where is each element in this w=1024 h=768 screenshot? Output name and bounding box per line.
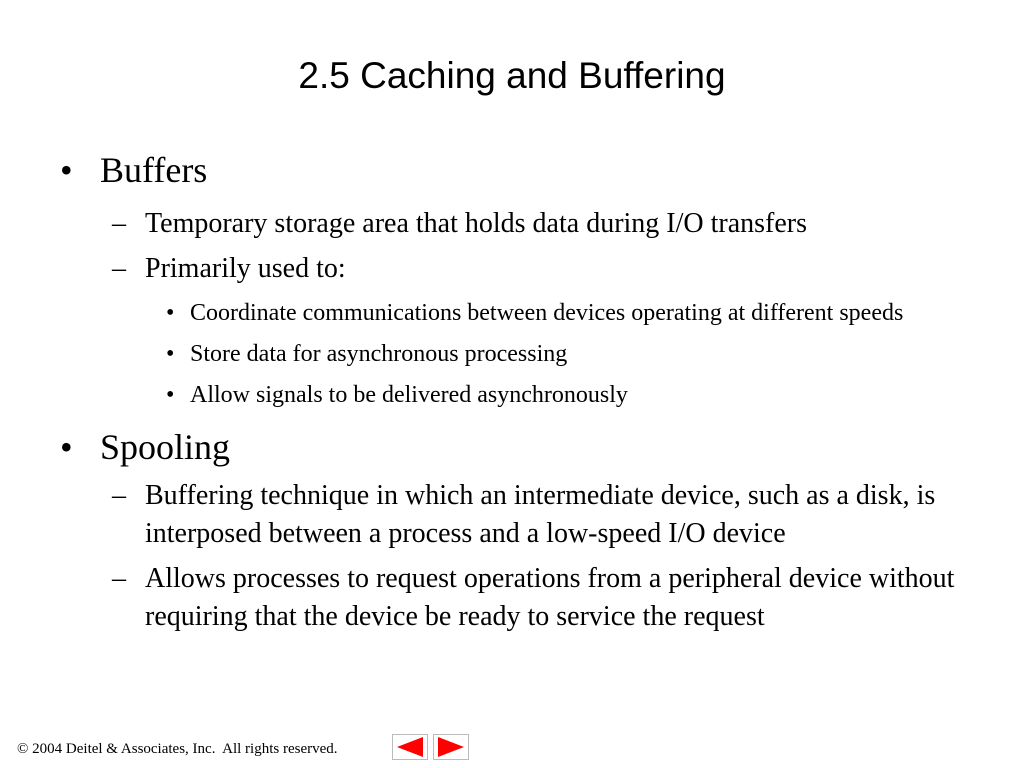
- sub-sub-bullet: [0, 296, 1000, 331]
- copyright-footer: [17, 741, 338, 758]
- bullet-mark: •: [166, 341, 175, 368]
- bullet-mark: •: [166, 300, 175, 327]
- sub-sub-bullet-text: Coordinate communications between devices operating at different speeds: [190, 300, 904, 327]
- sub-bullet-text: Temporary storage area that holds data during I/O transfers: [145, 208, 808, 240]
- sub-sub-bullet: [0, 378, 1000, 413]
- copyright-text: 2004 Deitel & Associates, Inc. All rights reserved.: [28, 741, 338, 757]
- sub-sub-bullet: [0, 337, 1000, 372]
- sub-bullet-text: Buffering technique in which an intermediate device, such as a disk, is interposed between a process and a low-speed I/O device: [145, 479, 936, 549]
- right-arrow-icon: [433, 734, 469, 760]
- sub-bullet-text: Primarily used to:: [145, 253, 346, 285]
- next-slide-button[interactable]: [433, 734, 469, 760]
- sub-bullet: [0, 477, 1000, 553]
- bullet-spooling: [0, 427, 1000, 468]
- slide-body: [0, 150, 1000, 636]
- dash-mark: –: [112, 562, 126, 594]
- sub-bullet: [0, 250, 1000, 288]
- copyright-symbol: ©: [17, 741, 29, 757]
- sub-sub-bullet-text: Allow signals to be delivered asynchronously: [190, 382, 628, 409]
- sub-bullet-text: Allows processes to request operations from a peripheral device without requiring that the device be ready to service the request: [145, 562, 955, 632]
- dash-mark: –: [112, 208, 126, 240]
- sub-bullet: [0, 205, 1000, 243]
- bullet-buffers: [0, 150, 1000, 191]
- bullet-mark: •: [60, 427, 73, 468]
- sub-bullet: [0, 560, 1000, 636]
- left-arrow-icon: [392, 734, 428, 760]
- bullet-mark: •: [166, 382, 175, 409]
- bullet-mark: •: [60, 150, 73, 190]
- previous-slide-button[interactable]: [392, 734, 428, 760]
- bullet-text: Spooling: [100, 427, 231, 468]
- bullet-text: Buffers: [100, 150, 208, 190]
- dash-mark: –: [112, 253, 126, 285]
- slide-title: 2.5 Caching and Buffering: [298, 55, 726, 96]
- sub-sub-bullet-text: Store data for asynchronous processing: [190, 341, 568, 368]
- dash-mark: –: [112, 479, 126, 511]
